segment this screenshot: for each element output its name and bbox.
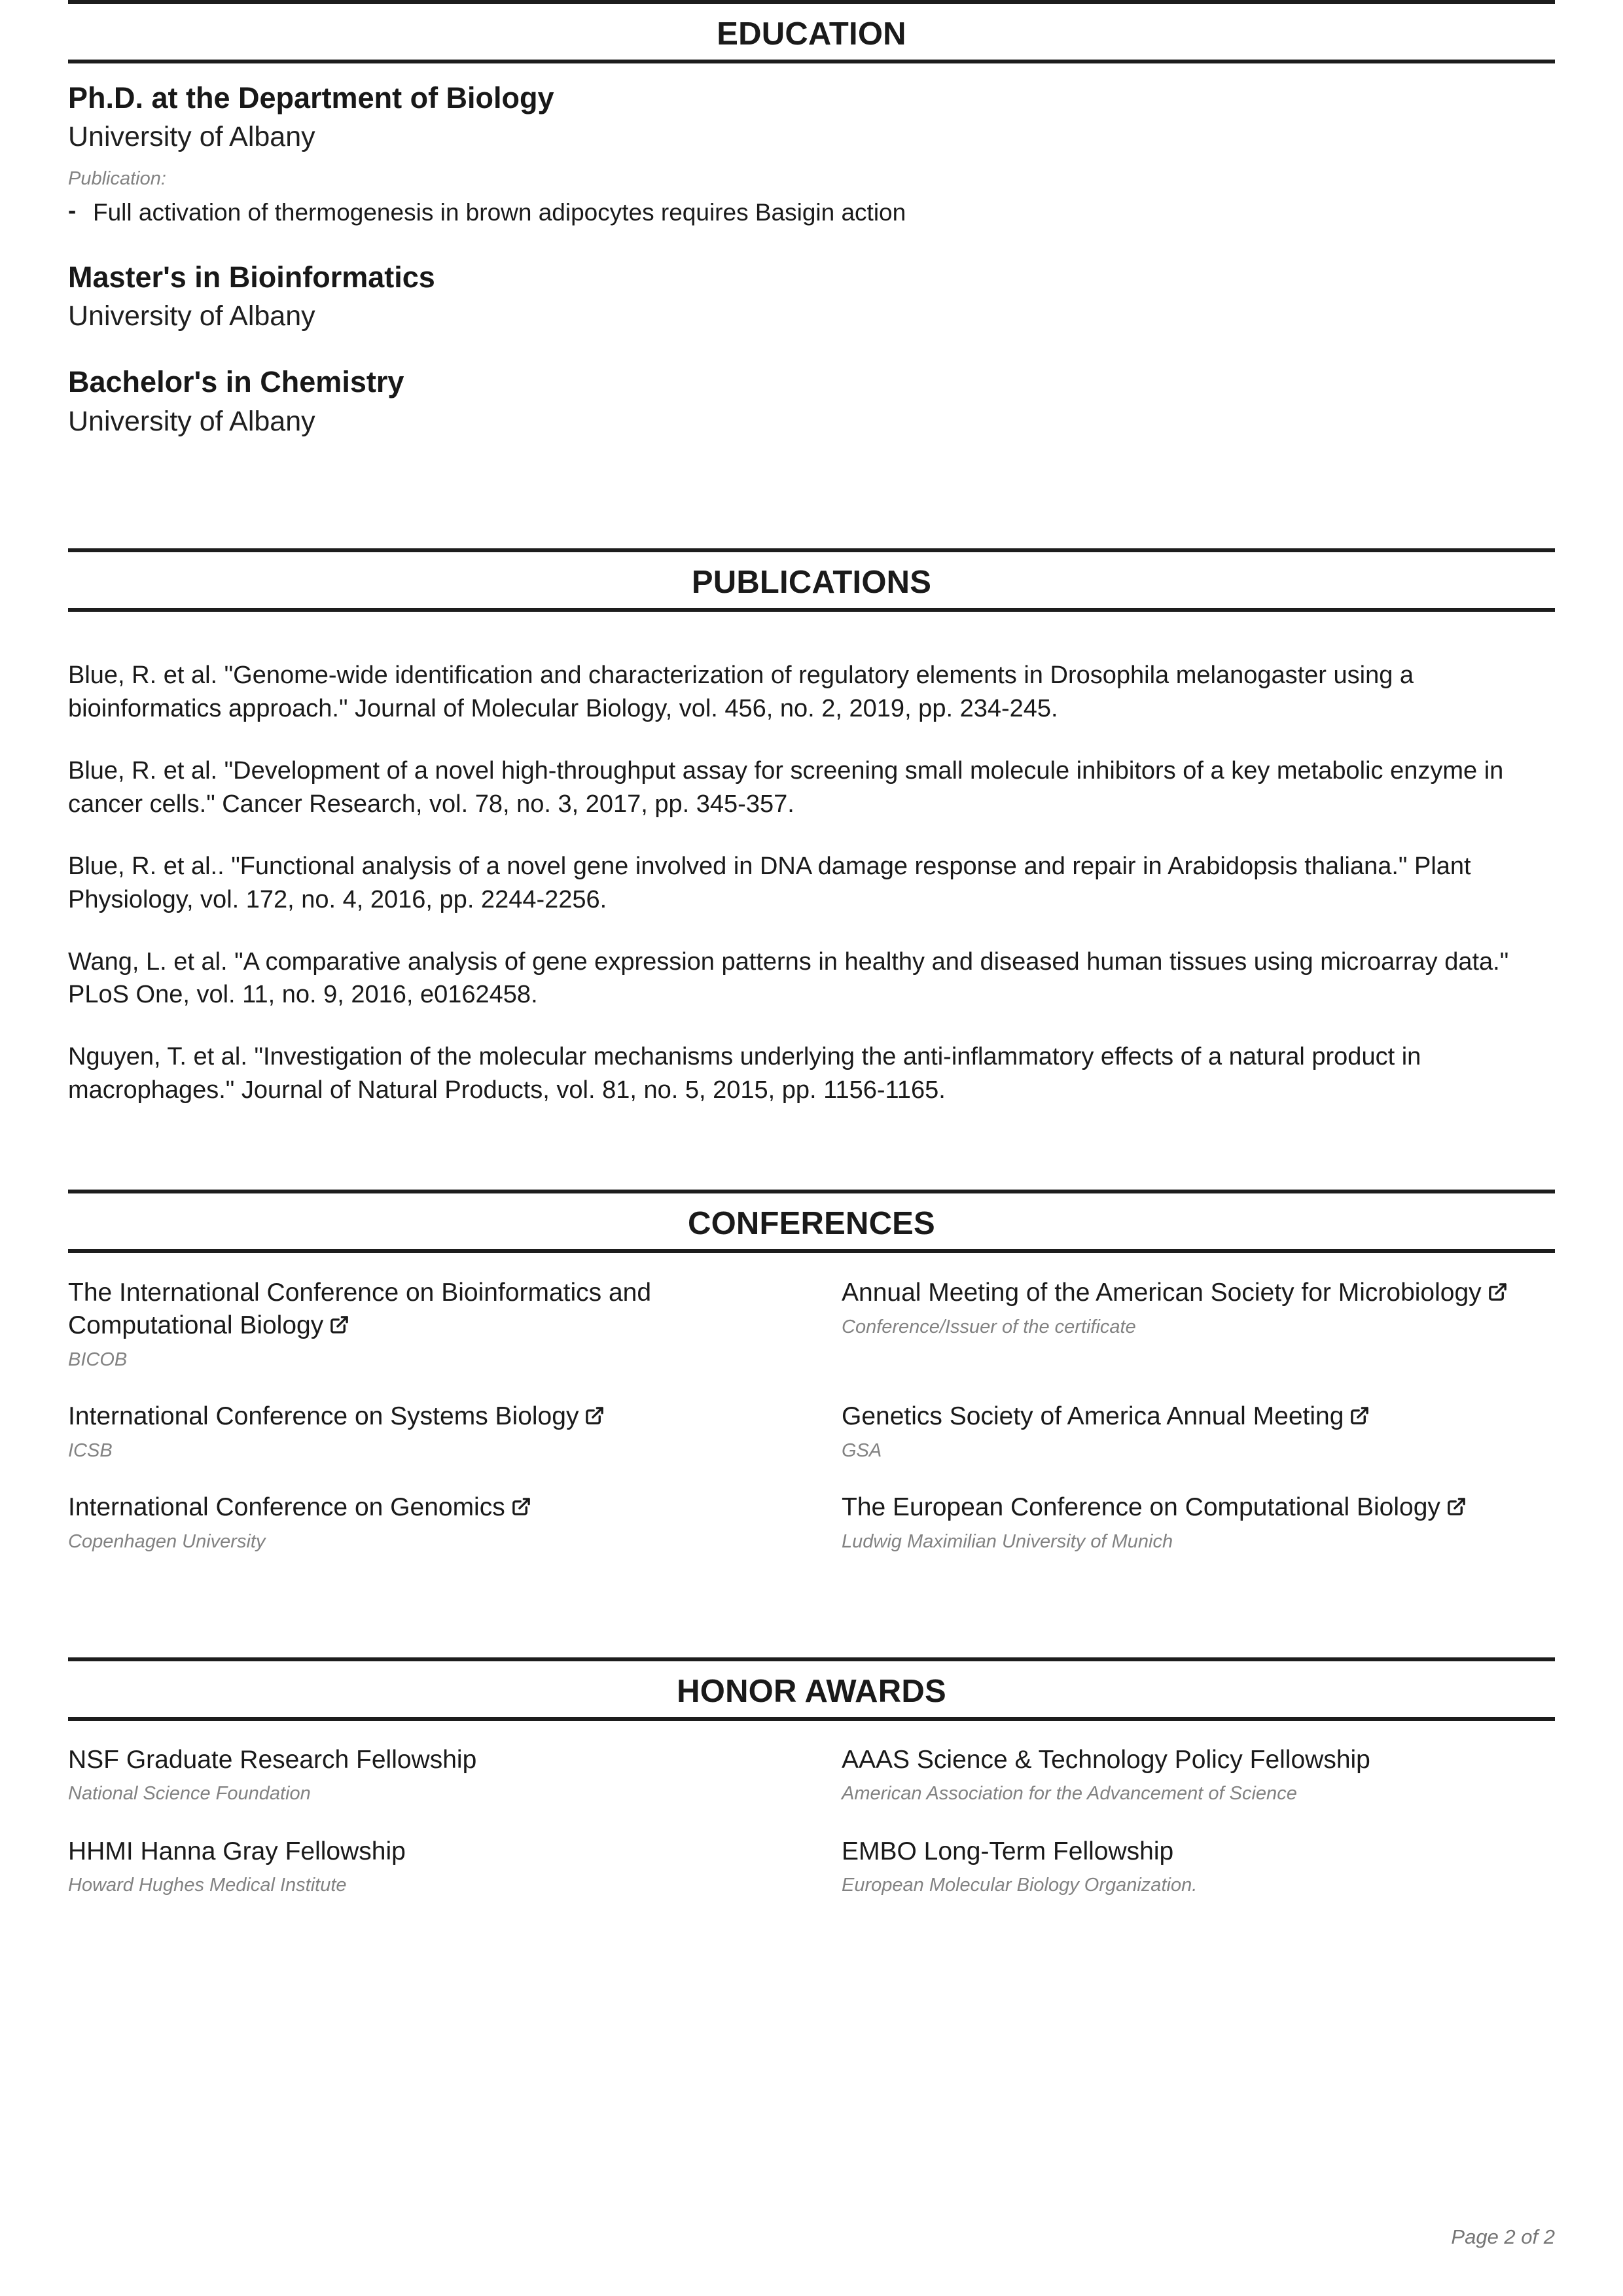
conference-title-row xyxy=(68,1491,781,1524)
conference-item xyxy=(68,1400,781,1462)
bullet-dash-icon: - xyxy=(68,197,77,224)
conference-title: International Conference on Genomics xyxy=(68,1493,505,1522)
award-issuer: European Molecular Biology Organization. xyxy=(842,1875,1198,1896)
conference-item xyxy=(68,1491,781,1553)
external-link-icon[interactable] xyxy=(1446,1496,1467,1517)
award-issuer: American Association for the Advancement of Science xyxy=(842,1783,1297,1805)
conference-title-row xyxy=(842,1400,1555,1433)
section-spacer xyxy=(68,1107,1555,1190)
award-item xyxy=(842,1744,1555,1806)
publication-entry: Nguyen, T. et al. "Investigation of the molecular mechanisms underlying the anti-inflammatory effects of a natural product in macrophages." Journal of Natural Products, vol. 81, no. 5, 2015, pp. 1156-1165. xyxy=(68,1043,1421,1104)
conference-title: Annual Meeting of the American Society for Microbiology xyxy=(842,1279,1482,1307)
publications-section-header xyxy=(68,548,1555,612)
conference-title-row xyxy=(68,1400,781,1433)
honor-awards-section-header xyxy=(68,1657,1555,1721)
conference-issuer: BICOB xyxy=(68,1349,128,1370)
education-list xyxy=(68,63,1555,438)
external-link-icon[interactable] xyxy=(584,1405,605,1426)
award-item xyxy=(68,1744,781,1806)
education-publication-list xyxy=(68,198,1555,228)
conference-title: International Conference on Systems Biology xyxy=(68,1402,579,1431)
publication-entry: Blue, R. et al.. "Functional analysis of a novel gene involved in DNA damage response and repair in Arabidopsis thaliana." Plant Physiology, vol. 172, no. 4, 2016, pp. 2244-2256. xyxy=(68,852,1471,913)
award-issuer: National Science Foundation xyxy=(68,1783,311,1805)
education-heading: EDUCATION xyxy=(717,16,906,52)
conference-title-row xyxy=(842,1277,1555,1309)
page-number-label: Page 2 of 2 xyxy=(1451,2225,1555,2248)
publications-section xyxy=(68,548,1555,1107)
award-title: EMBO Long-Term Fellowship xyxy=(842,1837,1174,1865)
education-degree: Bachelor's in Chemistry xyxy=(68,365,404,399)
conferences-section-header xyxy=(68,1190,1555,1253)
award-title: HHMI Hanna Gray Fellowship xyxy=(68,1837,406,1865)
external-link-icon[interactable] xyxy=(511,1496,531,1517)
education-school: University of Albany xyxy=(68,405,315,437)
conference-issuer: Copenhagen University xyxy=(68,1531,266,1553)
honor-awards-section xyxy=(68,1657,1555,1928)
award-item xyxy=(842,1836,1555,1898)
education-school: University of Albany xyxy=(68,121,315,153)
conference-issuer: ICSB xyxy=(68,1440,113,1462)
education-degree: Ph.D. at the Department of Biology xyxy=(68,81,554,115)
conference-item xyxy=(842,1277,1555,1371)
education-item xyxy=(68,260,1555,334)
external-link-icon[interactable] xyxy=(1488,1282,1508,1302)
education-publication-label: Publication: xyxy=(68,168,166,189)
education-publication-text: Full activation of thermogenesis in brown adipocytes requires Basigin action xyxy=(93,199,906,226)
section-spacer xyxy=(68,1583,1555,1657)
award-item xyxy=(68,1836,781,1898)
conference-item xyxy=(68,1277,781,1371)
publication-entry: Blue, R. et al. "Development of a novel high-throughput assay for screening small molecule inhibitors of a key metabolic enzyme in cancer cells." Cancer Research, vol. 78, no. 3, 2017, pp. 345-357. xyxy=(68,756,1504,818)
education-degree: Master's in Bioinformatics xyxy=(68,260,435,294)
education-school: University of Albany xyxy=(68,300,315,332)
conference-item xyxy=(842,1400,1555,1462)
conferences-grid xyxy=(68,1253,1555,1582)
education-section xyxy=(68,0,1555,438)
conference-item xyxy=(842,1491,1555,1553)
publications-heading: PUBLICATIONS xyxy=(691,565,932,601)
conference-title-row xyxy=(842,1491,1555,1524)
education-section-header xyxy=(68,0,1555,63)
honor-awards-heading: HONOR AWARDS xyxy=(677,1673,946,1709)
external-link-icon[interactable] xyxy=(329,1315,349,1335)
publication-entry: Wang, L. et al. "A comparative analysis of gene expression patterns in healthy and diseased human tissues using microarray data." PLoS One, vol. 11, no. 9, 2016, e0162458. xyxy=(68,947,1509,1009)
publication-entry: Blue, R. et al. "Genome-wide identification and characterization of regulatory elements in Drosophila melanogaster using a bioinformatics approach." Journal of Molecular Biology, vol. 456, no. 2, 2019, pp. 234-245. xyxy=(68,662,1414,723)
conference-issuer: Ludwig Maximilian University of Munich xyxy=(842,1531,1173,1553)
award-title: AAAS Science & Technology Policy Fellowship xyxy=(842,1745,1370,1774)
education-item xyxy=(68,80,1555,228)
page-footer xyxy=(1451,2225,1555,2249)
award-title: NSF Graduate Research Fellowship xyxy=(68,1745,477,1774)
conference-title-row xyxy=(68,1277,781,1342)
section-spacer xyxy=(68,438,1555,548)
award-issuer: Howard Hughes Medical Institute xyxy=(68,1875,347,1896)
conference-issuer: GSA xyxy=(842,1440,882,1462)
external-link-icon[interactable] xyxy=(1349,1405,1370,1426)
conferences-heading: CONFERENCES xyxy=(688,1206,935,1242)
education-item xyxy=(68,364,1555,438)
publications-list xyxy=(68,612,1555,1107)
conference-title: The International Conference on Bioinformatics and Computational Biology xyxy=(68,1279,652,1340)
conference-title: The European Conference on Computational Biology xyxy=(842,1493,1440,1522)
conferences-section xyxy=(68,1190,1555,1582)
conference-issuer: Conference/Issuer of the certificate xyxy=(842,1316,1136,1338)
honor-awards-grid xyxy=(68,1721,1555,1928)
education-publication-item xyxy=(68,198,1555,228)
conference-title: Genetics Society of America Annual Meeting xyxy=(842,1402,1344,1431)
